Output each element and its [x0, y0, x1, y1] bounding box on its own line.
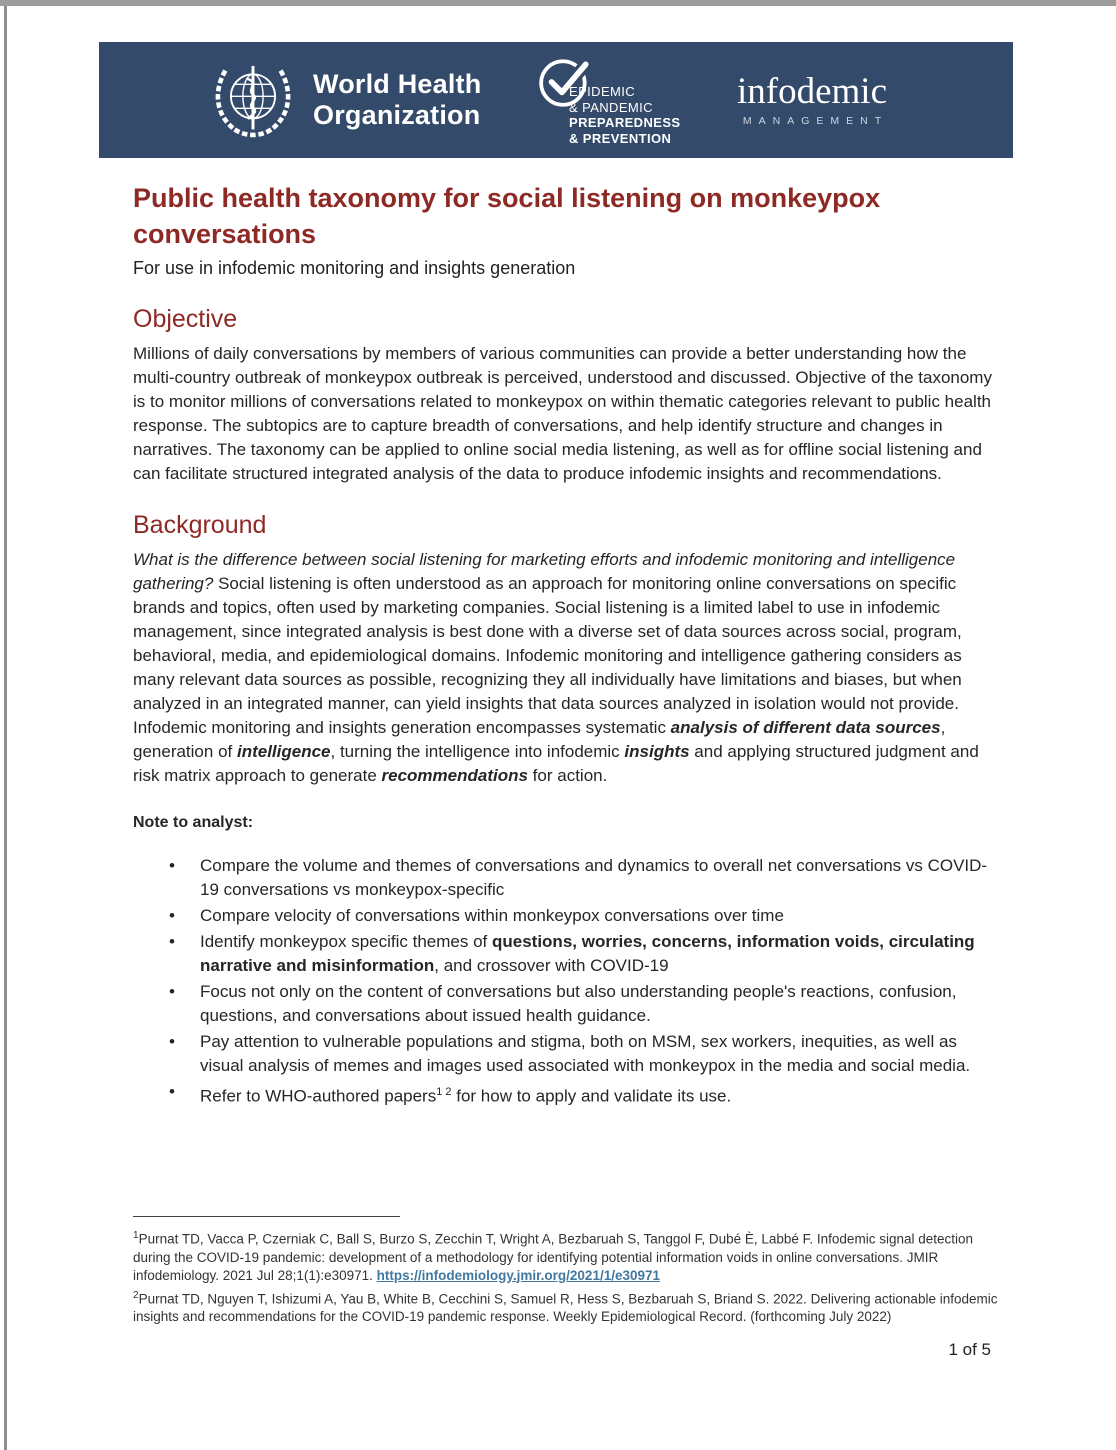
background-paragraph [133, 548, 1001, 788]
note-to-analyst-label: Note to analyst: [133, 814, 254, 831]
background-bold-2: intelligence [236, 742, 331, 761]
footnote-reference-marks: 1 2 [436, 1086, 452, 1098]
bullet-text: for how to apply and validate its use. [451, 1086, 732, 1106]
bullet-text: Identify monkeypox specific themes of [200, 932, 492, 951]
bullet-text: , and crossover with COVID-19 [434, 956, 669, 975]
epp-wordmark [569, 84, 680, 146]
footnote-2-text: Purnat TD, Nguyen T, Ishizumi A, Yau B, White B, Cecchini S, Samuel R, Hess S, Bezbaruah S, Briand S. 2022. Delivering actionable infodemic insights and recommendations for the COVID-19 pandemic response. Weekly Epidemiological Record. (forthcoming July 2022) [133, 1291, 998, 1324]
footnote-1-link[interactable]: https://infodemiology.jmir.org/2021/1/e30971 [376, 1267, 661, 1283]
footnotes-area [133, 1216, 1001, 1328]
page-number: 1 of 5 [948, 1340, 991, 1359]
footnote-1-text: Purnat TD, Vacca P, Czerniak C, Ball S, Burzo S, Zecchin T, Wright A, Bezbaruah S, Tanggol F, Dubé È, Labbé F. Infodemic signal detection during the COVID-19 pandemic: development of a methodology for identifying potential information voids in online conversations. JMIR infodemiology. 2021 Jul 28;1(1):e30971. [133, 1231, 974, 1283]
footnote-1-marker: 1 [133, 1230, 139, 1241]
bullet-text: Refer to WHO-authored papers [200, 1086, 437, 1106]
background-text-4: and applying structured judgment and risk matrix approach to generate [133, 742, 979, 785]
footnote-2-marker: 2 [133, 1289, 139, 1301]
epp-logo [537, 52, 717, 152]
objective-paragraph: Millions of daily conversations by members of various communities can provide a better understanding how the multi-country outbreak of monkeypox outbreak is perceived, understood and discussed. Objective of the taxonomy is to monitor millions of conversations related to monkeypox on within thematic categories relevant to public health response. The subtopics are to capture breadth of conversations, and help identify structure and changes in narratives. The taxonomy can be applied to online social media listening, as well as for offline social listening and can facilitate structured integrated analysis of the data to produce infodemic insights and recommendations. [133, 344, 992, 483]
list-item [200, 930, 1001, 978]
background-bold-4: recommendations [381, 766, 528, 785]
section-heading-background: Background [133, 511, 267, 539]
list-item [200, 1080, 1001, 1109]
page-left-edge [4, 6, 7, 1450]
bullet-text: Focus not only on the content of conversations but also understanding people's reactions, confusion, questions, and conversations about issued health guidance. [200, 982, 957, 1025]
epp-line1: EPIDEMIC [569, 84, 636, 99]
background-text-2: , generation of [133, 718, 946, 761]
bullet-text: Compare velocity of conversations within monkeypox conversations over time [200, 906, 784, 925]
bullet-bold-text: questions, worries, concerns, information voids, circulating narrative and misinformation [200, 932, 975, 975]
epp-line2: & PANDEMIC [569, 99, 653, 115]
bullet-text: Compare the volume and themes of conversations and dynamics to overall net conversations vs COVID-19 conversations vs monkeypox-specific [200, 856, 988, 899]
epp-line4: & PREVENTION [569, 130, 672, 146]
who-wordmark [313, 69, 481, 131]
who-header-banner [99, 42, 1013, 158]
infodemic-subtitle: MANAGEMENT [742, 115, 889, 127]
who-logo [207, 54, 481, 146]
footnote-1 [133, 1227, 1001, 1285]
who-wordmark-line2: Organization [313, 100, 481, 130]
epp-line3: PREPAREDNESS [569, 115, 681, 130]
background-bold-1: analysis of different data sources [670, 718, 941, 737]
document-content [133, 180, 1001, 1111]
list-item [200, 980, 1001, 1028]
page-top-edge [0, 0, 1116, 6]
infodemic-wordmark: infodemic [736, 71, 887, 112]
list-item [200, 1030, 1001, 1078]
background-text-5: for action. [527, 766, 608, 785]
analyst-notes-list [133, 854, 1001, 1109]
footnote-2 [133, 1287, 1001, 1327]
section-heading-objective: Objective [133, 305, 238, 333]
footnote-separator [133, 1216, 400, 1217]
background-text-1: Social listening is often understood as an approach for monitoring online conversations on specific brands and topics, often used by marketing companies. Social listening is a limited label to use in infodemic management, since integrated analysis is best done with a diverse set of data sources across social, program, behavioral, media, and epidemiological domains. Infodemic monitoring and intelligence gathering considers as many relevant data sources as possible, recognizing they all individually have limitations and biases, but when analyzed in an integrated manner, can yield insights that data sources analyzed in isolation would not provide. Infodemic monitoring and insights generation encompasses systematic [133, 574, 962, 737]
page-title: Public health taxonomy for social listening on monkeypox conversations [133, 183, 881, 249]
list-item [200, 854, 1001, 902]
background-lead-question: What is the difference between social listening for marketing efforts and infodemic monitoring and intelligence gathering? [133, 550, 956, 593]
page-subtitle: For use in infodemic monitoring and insights generation [133, 258, 576, 278]
bullet-text: Pay attention to vulnerable populations and stigma, both on MSM, sex workers, inequities, as well as visual analysis of memes and images used associated with monkeypox in the media and social media. [200, 1032, 971, 1075]
who-wordmark-line1: World Health [313, 69, 482, 99]
background-bold-3: insights [624, 742, 690, 761]
infodemic-logo [719, 72, 905, 127]
who-emblem-icon [207, 54, 299, 146]
background-text-3: , turning the intelligence into infodemic [330, 742, 625, 761]
list-item [200, 904, 1001, 928]
